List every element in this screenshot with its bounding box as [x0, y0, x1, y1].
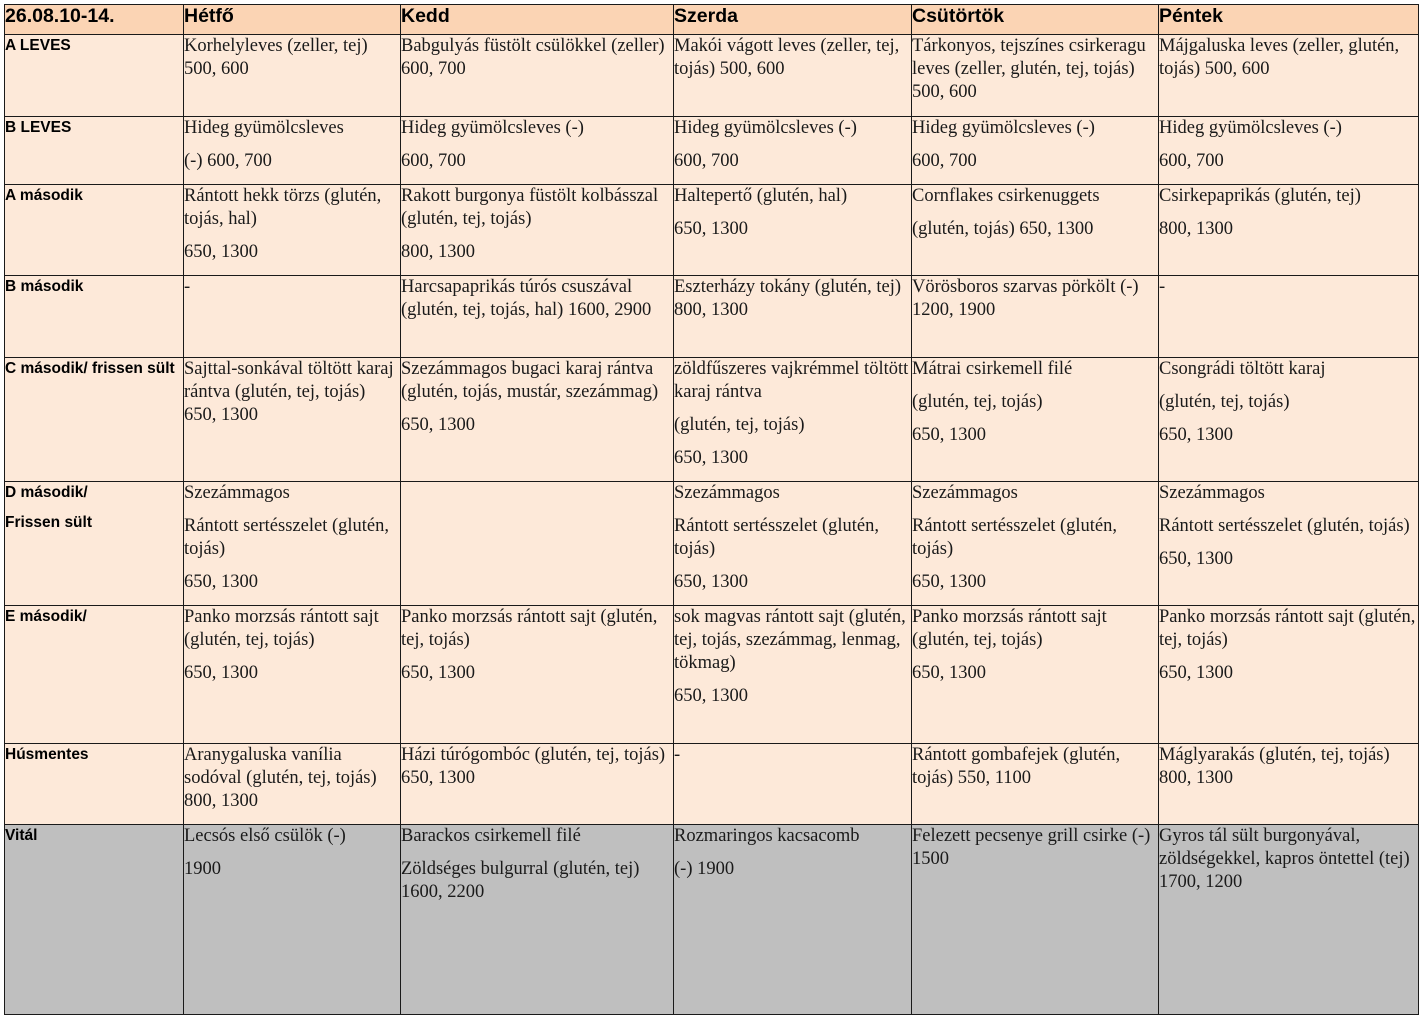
row-label: [5, 358, 184, 482]
dish-text: 650, 1300: [912, 663, 986, 683]
menu-row: [5, 117, 1419, 185]
dish-text: Hideg gyümölcsleves (-): [1159, 118, 1342, 138]
row-label-text: Frissen sült: [5, 514, 92, 531]
day-header-tuesday: Kedd: [401, 5, 674, 35]
menu-row: [5, 482, 1419, 606]
dish-text: (glutén, tej, tojás): [1159, 392, 1290, 412]
row-label-text: A második: [5, 187, 83, 204]
dish-text: -: [184, 277, 191, 297]
row-label-text: Húsmentes: [5, 746, 89, 763]
menu-cell: [912, 744, 1159, 825]
dish-text: Csirkepaprikás (glutén, tej): [1159, 186, 1361, 206]
menu-row: [5, 606, 1419, 744]
dish-text: (-) 1900: [674, 859, 735, 879]
menu-cell: [1159, 117, 1419, 185]
dish-text: Babgulyás füstölt csülökkel (zeller) 600, 700: [401, 36, 665, 79]
dish-text: 650, 1300: [674, 686, 748, 706]
dish-text: Rántott sertésszelet (glutén, tojás): [184, 516, 389, 559]
dish-text: Eszterházy tokány (glutén, tej) 800, 1300: [674, 277, 902, 320]
dish-text: Rozmaringos kacsacomb: [674, 826, 860, 846]
menu-cell: [1159, 35, 1419, 117]
dish-text: Panko morzsás rántott sajt (glutén, tej, tojás): [1159, 607, 1416, 650]
menu-row: [5, 35, 1419, 117]
dish-text: 650, 1300: [184, 242, 258, 262]
dish-text: -: [1159, 277, 1166, 297]
dish-text: (glutén, tej, tojás): [912, 392, 1043, 412]
menu-cell: [912, 276, 1159, 358]
dish-text: 600, 700: [1159, 151, 1224, 171]
dish-text: 650, 1300: [1159, 549, 1233, 569]
menu-cell: [1159, 744, 1419, 825]
row-label-text: D második/: [5, 484, 88, 501]
menu-cell: [1159, 606, 1419, 744]
menu-cell: [184, 117, 401, 185]
menu-row: [5, 185, 1419, 276]
menu-cell: [674, 35, 912, 117]
menu-cell: [674, 117, 912, 185]
dish-text: Tárkonyos, tejszínes csirkeragu leves (zeller, glutén, tej, tojás) 500, 600: [912, 36, 1146, 102]
dish-text: Rántott hekk törzs (glutén, tojás, hal): [184, 186, 382, 229]
dish-text: sok magvas rántott sajt (glutén, tej, tojás, szezámmag, lenmag, tökmag): [674, 607, 906, 673]
dish-text: (-) 600, 700: [184, 151, 272, 171]
dish-text: Gyros tál sült burgonyával, zöldségekkel, kapros öntettel (tej) 1700, 1200: [1159, 826, 1410, 892]
dish-text: Rántott gombafejek (glutén, tojás) 550, 1100: [912, 745, 1121, 788]
dish-text: Szezámmagos bugaci karaj rántva (glutén, tojás, mustár, szezámmag): [401, 359, 659, 402]
dish-text: Rántott sertésszelet (glutén, tojás): [674, 516, 879, 559]
day-header-thursday: Csütörtök: [912, 5, 1159, 35]
menu-cell: [1159, 482, 1419, 606]
dish-text: zöldfűszeres vajkrémmel töltött karaj rántva: [674, 359, 909, 402]
dish-text: Rántott sertésszelet (glutén, tojás): [912, 516, 1117, 559]
dish-text: Mátrai csirkemell filé: [912, 359, 1073, 379]
dish-text: 800, 1300: [401, 242, 475, 262]
dish-text: Hideg gyümölcsleves: [184, 118, 344, 138]
dish-text: Hideg gyümölcsleves (-): [674, 118, 857, 138]
menu-cell: [401, 482, 674, 606]
menu-cell: [401, 185, 674, 276]
dish-text: 650, 1300: [912, 572, 986, 592]
row-label-text: A LEVES: [5, 37, 71, 54]
dish-text: (glutén, tej, tojás): [674, 415, 805, 435]
dish-text: Harcsapaprikás túrós csuszával (glutén, tej, tojás, hal) 1600, 2900: [401, 277, 652, 320]
dish-text: 650, 1300: [674, 572, 748, 592]
dish-text: Haltepertő (glutén, hal): [674, 186, 848, 206]
dish-text: Rakott burgonya füstölt kolbásszal (glutén, tej, tojás): [401, 186, 659, 229]
menu-cell: [401, 606, 674, 744]
menu-cell: [912, 117, 1159, 185]
row-label: [5, 276, 184, 358]
week-date: 26.08.10-14.: [5, 5, 184, 35]
row-label: [5, 35, 184, 117]
menu-cell: [1159, 825, 1419, 1015]
dish-text: Panko morzsás rántott sajt (glutén, tej, tojás): [184, 607, 379, 650]
dish-text: Szezámmagos: [184, 483, 290, 503]
row-label-text: C második/ frissen sült: [5, 360, 175, 377]
menu-cell: [912, 185, 1159, 276]
dish-text: Korhelyleves (zeller, tej) 500, 600: [184, 36, 368, 79]
dish-text: 650, 1300: [674, 219, 748, 239]
dish-text: Vörösboros szarvas pörkölt (-) 1200, 1900: [912, 277, 1139, 320]
row-label-text: Vitál: [5, 827, 38, 844]
day-header-monday: Hétfő: [184, 5, 401, 35]
dish-text: Lecsós első csülök (-): [184, 826, 346, 846]
menu-cell: [184, 35, 401, 117]
menu-cell: [184, 744, 401, 825]
dish-text: Hideg gyümölcsleves (-): [401, 118, 584, 138]
menu-cell: [401, 276, 674, 358]
dish-text: 650, 1300: [401, 663, 475, 683]
row-label-text: B második: [5, 278, 84, 295]
dish-text: Máglyarakás (glutén, tej, tojás) 800, 1300: [1159, 745, 1390, 788]
menu-cell: [674, 482, 912, 606]
menu-cell: [184, 606, 401, 744]
row-label: [5, 482, 184, 606]
dish-text: 650, 1300: [1159, 663, 1233, 683]
dish-text: Házi túrógombóc (glutén, tej, tojás) 650, 1300: [401, 745, 666, 788]
menu-cell: [401, 117, 674, 185]
dish-text: Sajttal-sonkával töltött karaj rántva (glutén, tej, tojás) 650, 1300: [184, 359, 394, 425]
menu-row: [5, 825, 1419, 1015]
row-label: [5, 744, 184, 825]
row-label: [5, 117, 184, 185]
menu-cell: [401, 358, 674, 482]
dish-text: 1900: [184, 859, 221, 879]
row-label-text: E második/: [5, 608, 87, 625]
header-row: [5, 5, 1419, 35]
menu-body: [5, 35, 1419, 1015]
menu-cell: [912, 825, 1159, 1015]
dish-text: 800, 1300: [1159, 219, 1233, 239]
dish-text: Zöldséges bulgurral (glutén, tej) 1600, 2200: [401, 859, 640, 902]
row-label-text: B LEVES: [5, 119, 72, 136]
dish-text: (glutén, tojás) 650, 1300: [912, 219, 1094, 239]
menu-cell: [1159, 276, 1419, 358]
menu-cell: [912, 358, 1159, 482]
menu-cell: [401, 744, 674, 825]
day-header-friday: Péntek: [1159, 5, 1419, 35]
weekly-menu-table: [4, 4, 1419, 1015]
menu-cell: [674, 185, 912, 276]
menu-row: [5, 358, 1419, 482]
row-label: [5, 825, 184, 1015]
menu-row: [5, 276, 1419, 358]
dish-text: Szezámmagos: [674, 483, 780, 503]
menu-cell: [912, 606, 1159, 744]
dish-text: Felezett pecsenye grill csirke (-) 1500: [912, 826, 1151, 869]
menu-cell: [1159, 185, 1419, 276]
day-header-wednesday: Szerda: [674, 5, 912, 35]
dish-text: Májgaluska leves (zeller, glutén, tojás) 500, 600: [1159, 36, 1400, 79]
dish-text: Hideg gyümölcsleves (-): [912, 118, 1095, 138]
dish-text: 650, 1300: [912, 425, 986, 445]
dish-text: Barackos csirkemell filé: [401, 826, 581, 846]
menu-cell: [674, 825, 912, 1015]
dish-text: Makói vágott leves (zeller, tej, tojás) 500, 600: [674, 36, 900, 79]
dish-text: -: [674, 745, 681, 765]
menu-cell: [184, 358, 401, 482]
menu-cell: [184, 482, 401, 606]
dish-text: Csongrádi töltött karaj: [1159, 359, 1326, 379]
dish-text: Panko morzsás rántott sajt (glutén, tej, tojás): [912, 607, 1107, 650]
dish-text: 600, 700: [674, 151, 739, 171]
menu-cell: [674, 358, 912, 482]
dish-text: Szezámmagos: [912, 483, 1018, 503]
row-label: [5, 606, 184, 744]
dish-text: 650, 1300: [401, 415, 475, 435]
dish-text: 650, 1300: [674, 448, 748, 468]
dish-text: 650, 1300: [184, 572, 258, 592]
menu-cell: [184, 825, 401, 1015]
dish-text: Rántott sertésszelet (glutén, tojás): [1159, 516, 1410, 536]
menu-cell: [912, 35, 1159, 117]
menu-row: [5, 744, 1419, 825]
menu-cell: [912, 482, 1159, 606]
dish-text: Aranygaluska vanília sodóval (glutén, tej, tojás) 800, 1300: [184, 745, 377, 811]
menu-cell: [184, 276, 401, 358]
menu-cell: [184, 185, 401, 276]
menu-cell: [401, 825, 674, 1015]
menu-cell: [1159, 358, 1419, 482]
dish-text: 650, 1300: [184, 663, 258, 683]
menu-cell: [674, 606, 912, 744]
dish-text: Cornflakes csirkenuggets: [912, 186, 1100, 206]
dish-text: 650, 1300: [1159, 425, 1233, 445]
dish-text: Szezámmagos: [1159, 483, 1265, 503]
row-label: [5, 185, 184, 276]
dish-text: 600, 700: [912, 151, 977, 171]
menu-cell: [674, 744, 912, 825]
menu-cell: [401, 35, 674, 117]
dish-text: 600, 700: [401, 151, 466, 171]
menu-cell: [674, 276, 912, 358]
dish-text: Panko morzsás rántott sajt (glutén, tej, tojás): [401, 607, 658, 650]
